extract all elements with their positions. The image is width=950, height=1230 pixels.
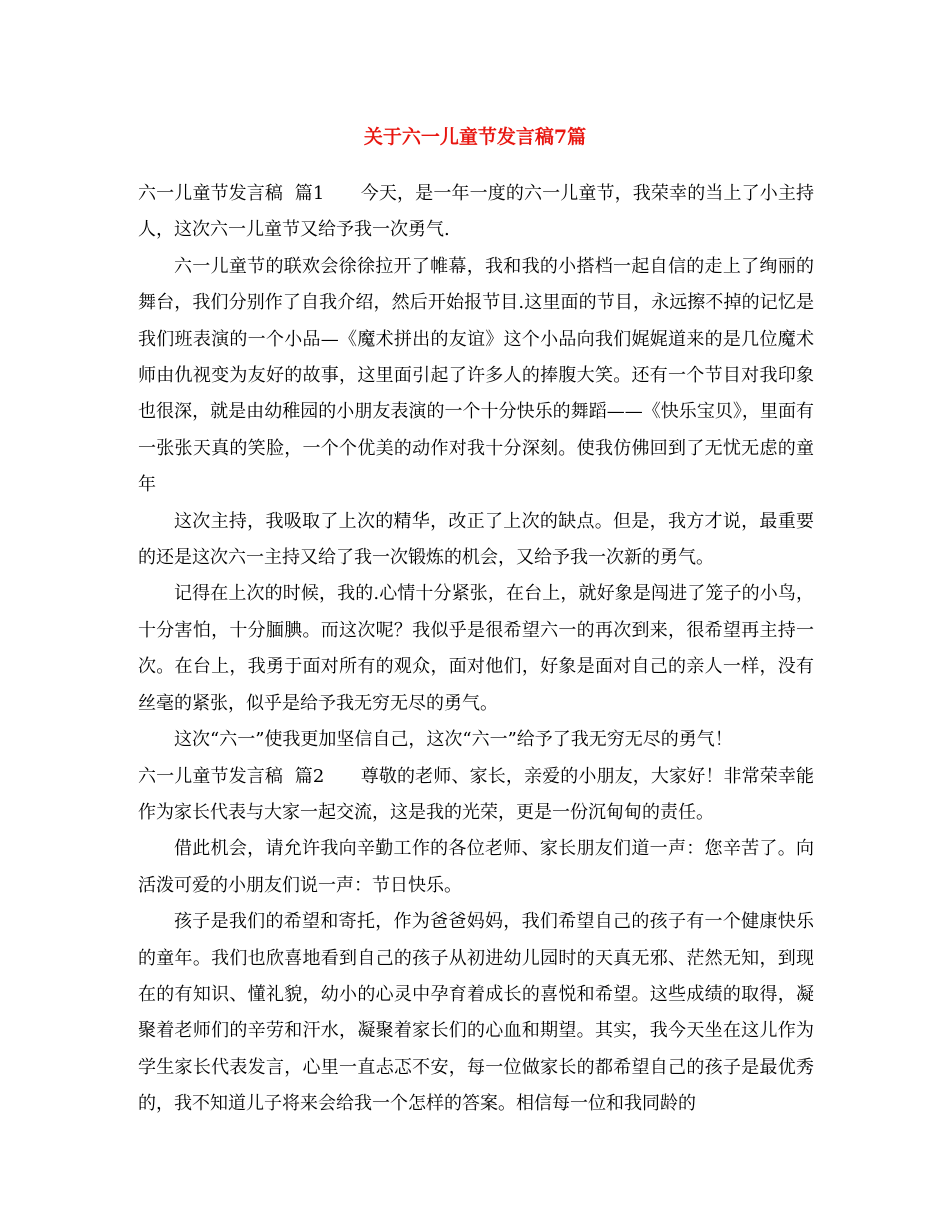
section-2-heading: 六一儿童节发言稿 篇2: [138, 765, 325, 787]
paragraph: 借此机会，请允许我向辛勤工作的各位老师、家长朋友们道一声：您辛苦了。向活泼可爱的小朋友们说一声：节日快乐。: [138, 838, 814, 896]
paragraph: 记得在上次的时候，我的.心情十分紧张，在台上，就好象是闯进了笼子的小鸟，十分害怕，十分腼腆。而这次呢？我似乎是很希望六一的再次到来，很希望再主持一次。在台上，我勇于面对所有的观众，面对他们，好象是面对自己的亲人一样，没有丝毫的紧张，似乎是给予我无穷无尽的勇气。: [138, 583, 814, 714]
document-title: 关于六一儿童节发言稿7篇: [363, 126, 587, 148]
document-body: [138, 176, 814, 1123]
section-2-opening-paragraph: 尊敬的老师、家长，亲爱的小朋友，大家好！非常荣幸能作为家长代表与大家一起交流，这是我的光荣，更是一份沉甸甸的责任。: [138, 765, 814, 823]
paragraph: 这次主持，我吸取了上次的精华，改正了上次的缺点。但是，我方才说，最重要的还是这次六一主持又给了我一次锻炼的机会，又给予我一次新的勇气。: [138, 510, 814, 569]
section-gap: [324, 766, 360, 787]
paragraph: 这次“六一”使我更加坚信自己，这次“六一”给予了我无穷无尽的勇气！: [174, 729, 733, 751]
section-gap: [324, 183, 360, 204]
paragraph: 六一儿童节的联欢会徐徐拉开了帷幕，我和我的小搭档一起自信的走上了绚丽的舞台，我们分别作了自我介绍，然后开始报节目.这里面的节目，永远擦不掉的记忆是我们班表演的一个小品—《魔术拼出的友谊》这个小品向我们娓娓道来的是几位魔术师由仇视变为友好的故事，这里面引起了许多人的捧腹大笑。还有一个节目对我印象也很深，就是由幼稚园的小朋友表演的一个十分快乐的舞蹈——《快乐宝贝》，里面有一张张天真的笑脸，一个个优美的动作对我十分深刻。使我仿佛回到了无忧无虑的童年: [138, 255, 814, 496]
paragraph: 孩子是我们的希望和寄托，作为爸爸妈妈，我们希望自己的孩子有一个健康快乐的童年。我们也欣喜地看到自己的孩子从初进幼儿园时的天真无邪、茫然无知，到现在的有知识、懂礼貌，幼小的心灵中孕育着成长的喜悦和希望。这些成绩的取得，凝聚着老师们的辛劳和汗水，凝聚着家长们的心血和期望。其实，我今天坐在这儿作为学生家长代表发言，心里一直忐忑不安，每一位做家长的都希望自己的孩子是最优秀的，我不知道儿子将来会给我一个怎样的答案。相信每一位和我同龄的: [138, 911, 814, 1115]
section-1-opening-paragraph: 今天，是一年一度的六一儿童节，我荣幸的当上了小主持人，这次六一儿童节又给予我一次勇气.: [138, 183, 814, 241]
section-1-first-line: [138, 176, 814, 249]
section-1-heading: 六一儿童节发言稿 篇1: [138, 183, 325, 204]
section-2-first-line: [138, 759, 814, 832]
